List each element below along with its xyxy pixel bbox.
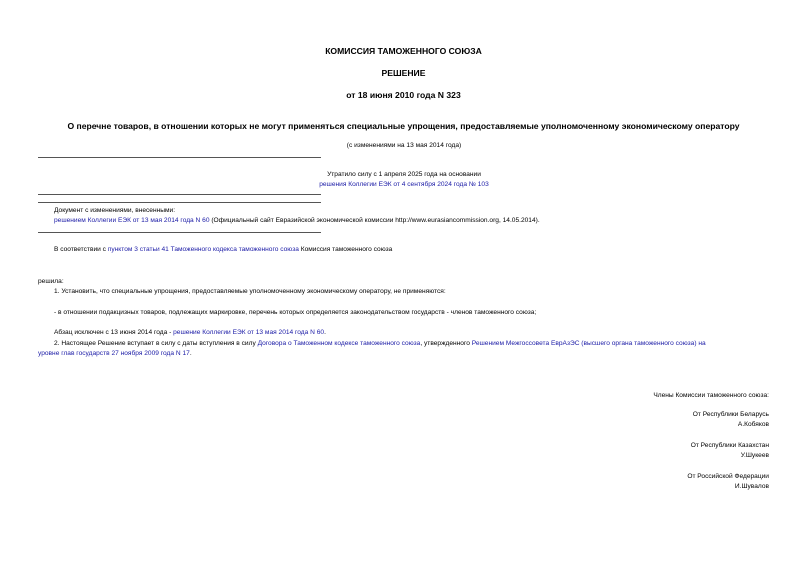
signatory-name: А.Кобяков	[737, 421, 769, 428]
item-2-line-1	[54, 339, 706, 348]
signatory-country: От Республики Беларусь	[692, 411, 769, 418]
preamble-prefix: В соответствии с	[54, 246, 108, 253]
item-2-prefix: 2. Настоящее Решение вступает в силу с даты вступления в силу	[54, 340, 258, 347]
customs-code-treaty-link[interactable]: Договора о Таможенном кодексе таможенного союза	[257, 340, 421, 347]
divider-line	[38, 232, 321, 233]
preamble	[54, 245, 392, 254]
signatures-heading: Члены Комиссии таможенного союза:	[653, 392, 769, 399]
divider-line	[38, 157, 321, 158]
excluded-paragraph	[54, 328, 326, 337]
divider-line	[38, 202, 321, 203]
customs-code-article-link[interactable]: пунктом 3 статьи 41 Таможенного кодекса таможенного союза	[107, 246, 299, 253]
item-2-line-2	[38, 349, 192, 358]
excluded-decision-link[interactable]: решение Коллегии ЕЭК от 13 мая 2014 года N 60	[173, 329, 325, 336]
signatory-name: И.Шувалов	[734, 483, 769, 490]
signatory-country: От Российской Федерации	[687, 473, 769, 480]
expired-note: Утратило силу с 1 апреля 2025 года на основании	[327, 171, 481, 178]
divider-line	[38, 194, 321, 195]
decision-heading: РЕШЕНИЕ	[381, 68, 426, 78]
item-2-end: .	[189, 350, 192, 357]
item-2-mid: , утвержденного	[420, 340, 472, 347]
changes-doc-line	[54, 216, 540, 225]
changes-doc-source: (Официальный сайт Евразийской экономической комиссии http://www.eurasiancommission.org, 14.05.2014).	[209, 217, 540, 224]
signatory-name: У.Шукеев	[740, 452, 769, 459]
commission-heading: КОМИССИЯ ТАМОЖЕННОГО СОЮЗА	[325, 46, 482, 56]
signatory-country: От Республики Казахстан	[690, 442, 769, 449]
excluded-suffix: .	[324, 329, 326, 336]
excluded-prefix: Абзац исключен с 13 июня 2014 года -	[54, 329, 174, 336]
interstate-council-decision-link-cont[interactable]: уровне глав государств 27 ноября 2009 года N 17	[38, 350, 190, 357]
item-1-bullet: - в отношении подакцизных товаров, подлежащих маркировке, перечень которых определяется законодательством государств - членов таможенного союза;	[54, 309, 537, 316]
expired-decision-link[interactable]: решения Коллегии ЕЭК от 4 сентября 2024 года № 103	[319, 181, 489, 188]
amendment-decision-link[interactable]: решением Коллегии ЕЭК от 13 мая 2014 года N 60	[54, 217, 210, 224]
document-title: О перечне товаров, в отношении которых не могут применяться специальные упрощения, предоставляемые уполномоченному экономическому оператору	[67, 121, 740, 131]
decided-label: решила:	[38, 278, 64, 285]
changes-doc-label: Документ с изменениями, внесенными:	[54, 207, 176, 214]
amended-note: (с изменениями на 13 мая 2014 года)	[346, 142, 462, 149]
item-1: 1. Установить, что специальные упрощения, предоставляемые уполномоченному экономическому оператору, не применяются:	[54, 288, 446, 295]
decision-date: от 18 июня 2010 года N 323	[346, 90, 461, 100]
preamble-suffix: Комиссия таможенного союза	[298, 246, 393, 253]
interstate-council-decision-link[interactable]: Решением Межгоссовета ЕврАзЭС (высшего органа таможенного союза) на	[471, 340, 706, 347]
